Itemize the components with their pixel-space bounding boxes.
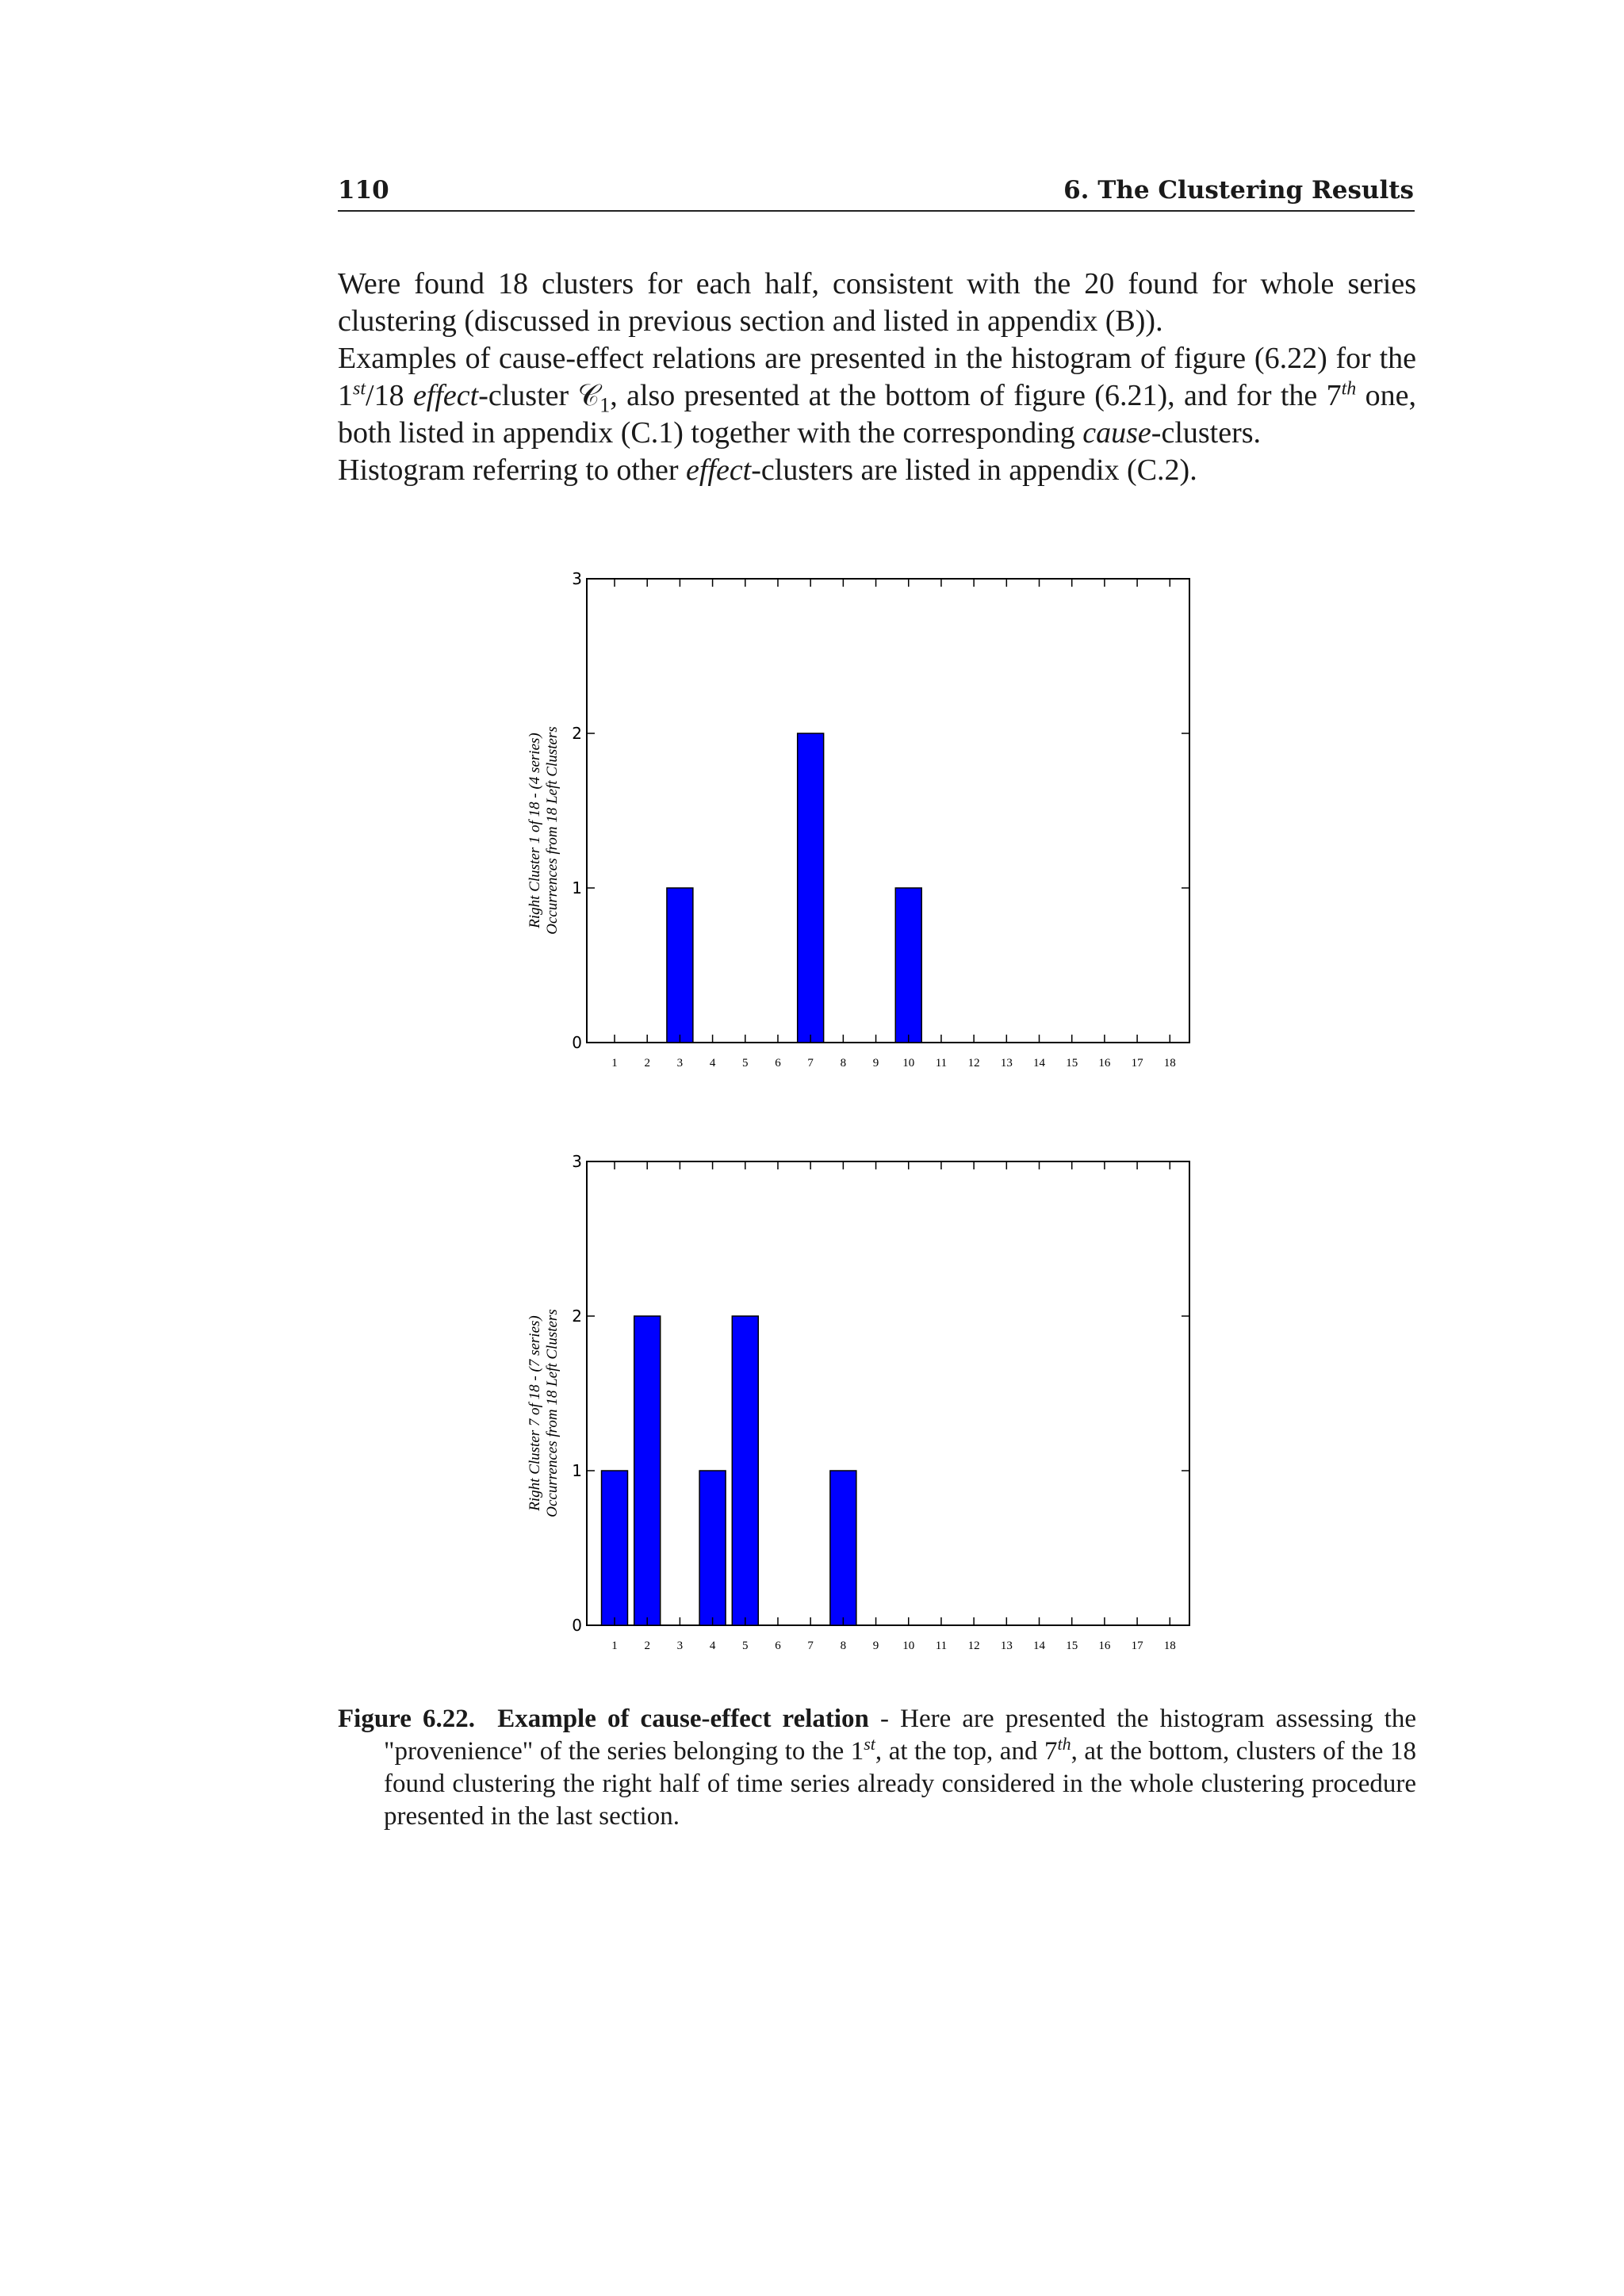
p2-emphasis-2: cause — [1082, 416, 1151, 450]
histogram-top-svg — [508, 563, 1205, 1070]
p2-cluster-symbol: 𝒞 — [577, 379, 600, 412]
caption-title: Example of cause-effect relation — [497, 1705, 869, 1733]
histogram-bottom — [508, 1146, 1205, 1653]
chapter-title: 6. The Clustering Results — [1063, 176, 1414, 205]
top-bar-10 — [895, 888, 921, 1043]
page-number: 110 — [338, 176, 389, 205]
top-ylabel-line1: Right Cluster 1 of 18 - (4 series) — [527, 733, 543, 928]
top-xtick-label: 8 — [840, 1057, 847, 1070]
top-xtick-label: 12 — [967, 1057, 980, 1070]
top-ytick-label: 1 — [572, 878, 582, 897]
top-xtick-label: 9 — [872, 1057, 879, 1070]
top-xtick-label: 2 — [644, 1057, 650, 1070]
bottom-xtick-label: 18 — [1163, 1640, 1176, 1652]
top-xtick-label: 6 — [775, 1057, 781, 1070]
bottom-bar-8 — [830, 1471, 856, 1625]
bottom-xtick-label: 8 — [840, 1640, 847, 1652]
top-xtick-label: 11 — [935, 1057, 948, 1070]
top-xtick-label: 15 — [1066, 1057, 1078, 1070]
bottom-xtick-label: 12 — [967, 1640, 980, 1652]
p2-sup-2: th — [1341, 378, 1357, 400]
bottom-xtick-label: 4 — [709, 1640, 716, 1652]
bottom-ytick-label: 1 — [572, 1461, 582, 1480]
bottom-xtick-label: 17 — [1131, 1640, 1143, 1652]
bottom-xtick-label: 1 — [611, 1640, 618, 1652]
paragraph-2 — [338, 340, 1416, 452]
top-xtick-label: 18 — [1163, 1057, 1176, 1070]
top-xtick-label: 17 — [1131, 1057, 1143, 1070]
bottom-plot-frame — [587, 1161, 1189, 1625]
caption-label: Figure 6.22. — [338, 1705, 475, 1733]
body-text — [338, 266, 1416, 489]
bottom-xtick-label: 7 — [807, 1640, 814, 1652]
bottom-xtick-label: 16 — [1098, 1640, 1111, 1652]
caption-sup-1: st — [864, 1734, 875, 1754]
bottom-xtick-label: 13 — [1000, 1640, 1013, 1652]
caption-body — [338, 1703, 1416, 1833]
caption-sup-2: th — [1057, 1734, 1071, 1754]
bottom-bar-5 — [732, 1316, 758, 1625]
top-xtick-label: 5 — [742, 1057, 749, 1070]
top-bar-3 — [667, 888, 693, 1043]
p2-subscript: 1 — [599, 393, 611, 417]
p2-text-c: -cluster — [478, 379, 578, 412]
bottom-xtick-label: 10 — [902, 1640, 915, 1652]
top-xtick-label: 16 — [1098, 1057, 1111, 1070]
p3-text-a: Histogram referring to other — [338, 453, 686, 487]
top-xtick-label: 1 — [611, 1057, 618, 1070]
bottom-xtick-label: 3 — [676, 1640, 684, 1652]
bottom-bar-2 — [634, 1316, 661, 1625]
bottom-bar-1 — [602, 1471, 628, 1625]
bottom-xtick-label: 14 — [1033, 1640, 1046, 1652]
bottom-ytick-label: 2 — [572, 1307, 582, 1326]
bottom-bar-4 — [699, 1471, 726, 1625]
histogram-top — [508, 563, 1205, 1070]
bottom-ytick-label: 0 — [572, 1616, 582, 1635]
p2-emphasis-1: effect — [412, 379, 479, 412]
bottom-ytick-label: 3 — [572, 1152, 582, 1171]
bottom-xtick-label: 9 — [872, 1640, 879, 1652]
top-xtick-label: 13 — [1000, 1057, 1013, 1070]
bottom-xtick-label: 6 — [775, 1640, 781, 1652]
paragraph-3 — [338, 452, 1416, 489]
bottom-ylabel-line1: Right Cluster 7 of 18 - (7 series) — [527, 1315, 543, 1511]
top-xtick-label: 4 — [709, 1057, 716, 1070]
caption-text-a: - Here are presented the histogram assessing the "provenience" of the series belonging to the 1 — [384, 1705, 1416, 1766]
top-ylabel-line2: Occurrences from 18 Left Clusters — [544, 726, 561, 935]
caption-text-c: , at the bottom, clusters of the 18 found clustering the right half of time series already considered in the whole clustering procedure presented in the last section. — [384, 1737, 1416, 1831]
top-ytick-label: 2 — [572, 724, 582, 743]
top-ytick-label: 3 — [572, 569, 582, 588]
p2-text-a: Examples of cause-effect relations are presented in the histogram of figure (6.22) for the 1 — [338, 342, 1416, 412]
figure-caption — [338, 1703, 1416, 1833]
bottom-xtick-label: 2 — [644, 1640, 650, 1652]
p3-text-b: -clusters are listed in appendix (C.2). — [751, 453, 1197, 487]
p3-emphasis: effect — [685, 453, 752, 487]
bottom-xtick-label: 11 — [935, 1640, 948, 1652]
p2-sup-1: st — [353, 378, 366, 400]
bottom-ylabel-line2: Occurrences from 18 Left Clusters — [544, 1309, 561, 1517]
p2-text-b: /18 — [366, 379, 413, 412]
top-ytick-label: 0 — [572, 1033, 582, 1052]
top-xtick-label: 14 — [1033, 1057, 1046, 1070]
bottom-xtick-label: 5 — [742, 1640, 749, 1652]
top-xtick-label: 3 — [676, 1057, 684, 1070]
p2-text-f: -clusters. — [1151, 416, 1262, 450]
p2-text-d: , also presented at the bottom of figure (6.21), and for the 7 — [610, 379, 1342, 412]
header-rule — [338, 210, 1415, 212]
paragraph-1: Were found 18 clusters for each half, consistent with the 20 found for whole series clustering (discussed in previous section and listed in appendix (B)). — [338, 267, 1416, 338]
top-xtick-label: 10 — [902, 1057, 915, 1070]
bottom-xtick-label: 15 — [1066, 1640, 1078, 1652]
p2-text-e: one, both listed in appendix (C.1) together with the corresponding — [338, 379, 1417, 450]
caption-text-b: , at the top, and 7 — [875, 1737, 1058, 1766]
histogram-bottom-svg — [508, 1146, 1205, 1653]
top-xtick-label: 7 — [807, 1057, 814, 1070]
top-bar-7 — [798, 733, 824, 1043]
